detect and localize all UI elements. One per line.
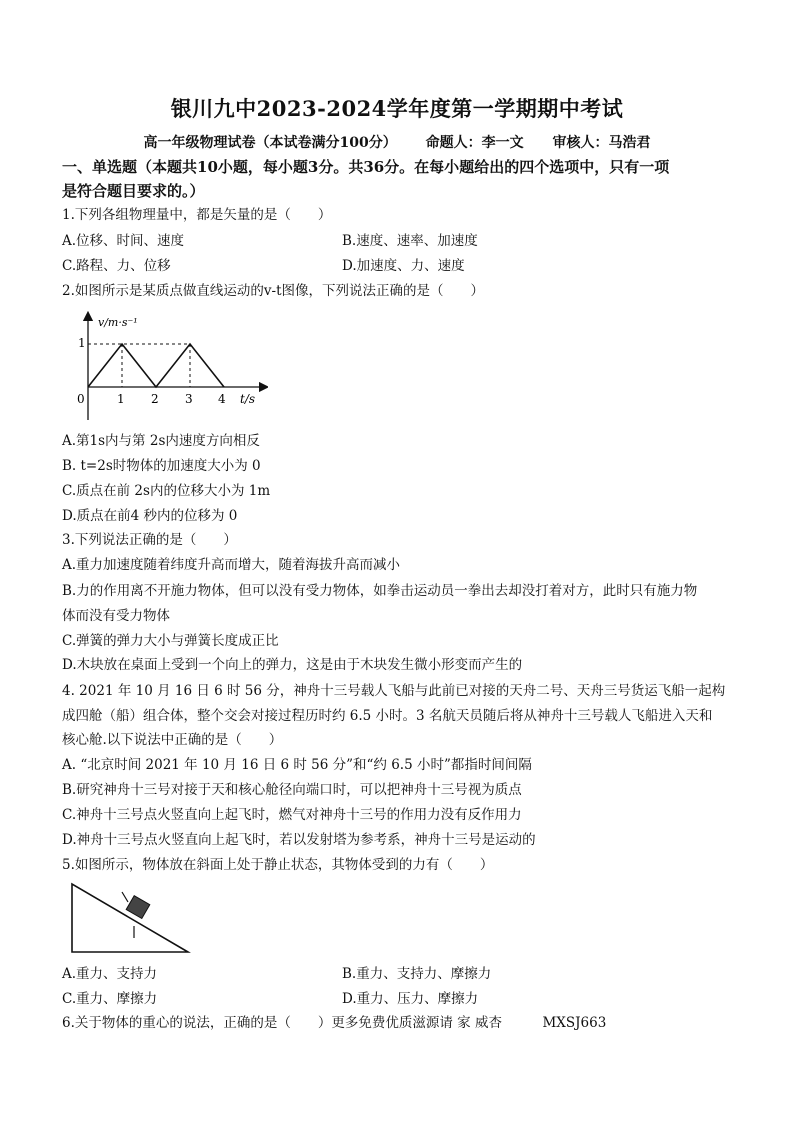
reviewer-info: 审核人：马浩君 — [552, 135, 651, 151]
q3-option-c: C.弹簧的弹力大小与弹簧长度成正比 — [62, 633, 279, 649]
incline-figure — [68, 880, 198, 960]
q1-option-c: C.路程、力、位移 — [62, 258, 171, 274]
graph-xlabel: t/s — [240, 392, 256, 406]
q3-option-a: A.重力加速度随着纬度升高而增大，随着海拔升高而减小 — [62, 557, 401, 573]
q4-stem-line-1: 4. 2021 年 10 月 16 日 6 时 56 分，神舟十三号载人飞船与此前已对接的天舟二号、天舟三号货运飞船一起构 — [62, 683, 726, 699]
graph-ytick-1: 1 — [78, 336, 86, 350]
q3-option-b-line-1: B.力的作用离不开施力物体，但可以没有受力物体，如拳击运动员一拳出去却没打着对方，此时只有施力物 — [62, 583, 698, 599]
q2-option-d: D.质点在前4 秒内的位移为 0 — [62, 508, 238, 524]
q4-option-a: A. “北京时间 2021 年 10 月 16 日 6 时 56 分”和“约 6.5 小时”都指时间间隔 — [62, 757, 532, 773]
q2-option-b: B. t=2s时物体的加速度大小为 0 — [62, 458, 261, 474]
q4-option-d: D.神舟十三号点火竖直向上起飞时，若以发射塔为参考系，神舟十三号是运动的 — [62, 832, 536, 848]
block-on-incline — [126, 896, 150, 919]
vt-series-line — [88, 344, 224, 387]
vt-graph — [68, 310, 268, 422]
q1-stem: 1.下列各组物理量中，都是矢量的是（ ） — [62, 207, 332, 223]
q5-option-a: A.重力、支持力 — [62, 966, 158, 982]
exam-subtitle — [0, 132, 794, 152]
q5-stem: 5.如图所示，物体放在斜面上处于静止状态，其物体受到的力有（ ） — [62, 857, 494, 873]
section-heading — [62, 155, 742, 203]
q3-option-b-line-2: 体而没有受力物体 — [62, 608, 170, 624]
q4-option-c: C.神舟十三号点火竖直向上起飞时，燃气对神舟十三号的作用力没有反作用力 — [62, 807, 522, 823]
q2-option-c: C.质点在前 2s内的位移大小为 1m — [62, 483, 271, 499]
section-heading-line-1: 一、单选题（本题共10小题，每小题3分。共36分。在每小题给出的四个选项中，只有一项 — [62, 158, 670, 176]
q3-option-d: D.木块放在桌面上受到一个向上的弹力，这是由于木块发生微小形变而产生的 — [62, 657, 523, 673]
q2-stem: 2.如图所示是某质点做直线运动的v-t图像，下列说法正确的是（ ） — [62, 283, 484, 299]
q4-stem-line-2: 成四舱（船）组合体，整个交会对接过程历时约 6.5 小时。3 名航天员随后将从神舟十三号载人飞船进入天和 — [62, 708, 713, 724]
exam-title: 银川九中2023-2024学年度第一学期期中考试 — [170, 96, 624, 121]
graph-ylabel: v/m·s⁻¹ — [98, 316, 138, 329]
q5-option-c: C.重力、摩擦力 — [62, 991, 158, 1007]
q1-option-d: D.加速度、力、速度 — [342, 258, 465, 274]
q5-option-d: D.重力、压力、摩擦力 — [342, 991, 479, 1007]
section-heading-line-2: 是符合题目要求的。） — [62, 182, 205, 200]
q1-option-b: B.速度、速率、加速度 — [342, 233, 478, 249]
q1-option-a: A.位移、时间、速度 — [62, 233, 185, 249]
graph-origin: 0 — [77, 392, 85, 406]
force-arrow-1 — [122, 892, 128, 902]
author-info: 命题人：李一文 — [425, 135, 524, 151]
graph-xtick-3: 3 — [185, 392, 193, 406]
incline-slope — [72, 884, 188, 952]
q3-stem: 3.下列说法正确的是（ ） — [62, 532, 237, 548]
graph-xtick-4: 4 — [218, 392, 226, 406]
q2-option-a: A.第1s内与第 2s内速度方向相反 — [62, 433, 260, 449]
exam-info: 高一年级物理试卷（本试卷满分100分） — [143, 135, 397, 151]
graph-xtick-2: 2 — [151, 392, 159, 406]
q6-stem: 6.关于物体的重心的说法，正确的是（ ）更多免费优质滋源请 家 威杏 MXSJ663 — [62, 1015, 607, 1031]
q4-option-b: B.研究神舟十三号对接于天和核心舱径向端口时，可以把神舟十三号视为质点 — [62, 782, 522, 798]
q5-option-b: B.重力、支持力、摩擦力 — [342, 966, 492, 982]
graph-xtick-1: 1 — [117, 392, 125, 406]
q4-stem-line-3: 核心舱.以下说法中正确的是（ ） — [62, 732, 283, 748]
